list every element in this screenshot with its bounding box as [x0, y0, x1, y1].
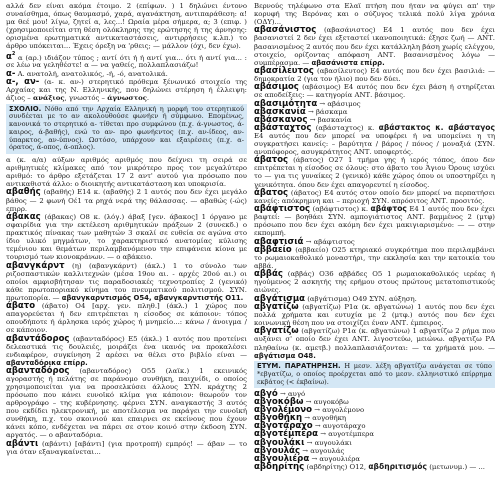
entry: αβαθής (αβαθής) Ε14 κ. (αβαθής) 2 1 αυτός που δεν έχει μεγάλο βάθος — 2 φωνή Οέ1 τα ρηχά νερά της θάλασσας. — αβαθώς (-ώς) επιρρ. — [6, 187, 247, 213]
headword: αβγατίζω — [254, 326, 299, 337]
headword: άβατος — [254, 187, 289, 198]
headword: αβανταδόρος — [6, 366, 70, 376]
xref-item: αβγουλάκι → αυγουλάκι — [254, 437, 352, 448]
entry: α (κ. α/α) αύξων αριθμός αριθμός που δείχνει τη σειρά σε αριθμητικές κλίμακες από τον μικρότερο προς τον μεγαλύτερο αριθμό: το άρθρο εξετάζεται 17 2 αντ' αυτού για πρόσωπο που αντικαθιστά άλλο: ο διοικητής αντικατάσταση και υποκρισία. — [6, 156, 247, 189]
headword: $\alpha^2$ — [6, 51, 16, 63]
headword: αβασάνιστος — [254, 25, 317, 36]
headword: αβαντάδορος — [6, 333, 70, 344]
etymology-text: Η μεσν. λέξη αβγατίζω ανάγεται σε τύπο *εβγατίζω, ο οποίος προέρχεται από το μεσν. ελληνιστικό επίρρημα εκβάτος (< έκβαίνω). — [257, 362, 492, 386]
headword: άβατο — [6, 301, 36, 312]
entry: άβατο (άβατο) Ο4 [αρχ. γεν. πληθ.] (άκλ.) 1 χώρος που απαγορεύεται ή δεν επιτρέπεται η είσοδος σε κάποιον: τόπος οπουδήποτε ή άρλησκα ιερός χώρος ή μνημείο...: κάνω / άνοιγμα / σε κάποιον. — [6, 301, 247, 335]
xref-item: αβγό → αυγό — [254, 389, 306, 400]
entry: αβγάτισμα (αβγάτισμα) Ο49 ΣΥΝ. αύξηση. — [254, 293, 417, 304]
cross-references — [254, 390, 495, 470]
entry: άβακας (άβακας) Ο8 κ. (λόγ.) άβαξ [γεν. άβακος] 1 όργανο με σφαιρίδια για την εκτέλεση αριθμητικών πράξεων 2 (συνεκδ.) ο πρακτικός πίνακας των μαθητών 3 σκαλί σε ευθεία σε αγώνα στο ίδιο υλικό μηγμάτων, το χαρακτηριστικό ανατομίας κύλισης τεμένιου και θεμάτων περιλαμβανόμενου την επιφάνεια κίονα με τουρισμό των κιονοκράνων. — ο αβάκειο. — [6, 211, 247, 262]
xref-headword[interactable]: αβαφτισιά — [254, 236, 304, 247]
headword: α-, αν- — [6, 77, 40, 88]
entry: αβαντάδορος (αβανταδόρος) Ε5 (άκλ.) 1 αυτός που προτείνει δελεαστικά τις δουλειές, μοιράζει ένα ικανός να προκαλέσει ενδιαφέρον, συγκίνηση 2 αρέσει να θέλει στο βιβλίο είναι — αβανταδόρικα επίρρ. — [6, 333, 247, 367]
note-box — [6, 104, 247, 154]
xref-headword[interactable]: αβγοτέμπερα — [254, 429, 319, 440]
columns — [6, 2, 496, 502]
xref-headword[interactable]: αβγοκόβω — [254, 397, 304, 408]
entry: α- Α. ανατολή, ανατολικός, -ή, -ό, ανατολικά. — [6, 68, 168, 79]
entry: αβγατίζω (αβγατίζω) Ρ1α (κ. αβγατώνω) 1 αυτός που δεν έχει πολλά χρήματα και ευτυχία με 2 (μτφ.) αυτός που δεν έχει κοινωνική θέση που να στοιχίζει έναν ΑΝΤ. έμπειρος. — [254, 302, 495, 328]
xref-headword[interactable]: αβασκανία — [254, 106, 306, 117]
entry: άβατος (άβατος) Ε4 αυτός στον οποίο δεν μπορεί να περπατήσει κανείς: απόκρημνη και – περιοχή ΣΥΝ. απρόσιτος ΑΝΤ. προσιτός. — [254, 187, 495, 205]
entry: αβασάνιστος (αβασάνιστος) Ε4 1 αυτός που δεν έχει βασανιστεί 2 δεν έχει εξεταστεί ικανοποιητικά: έξησε ζωή — ΑΝΤ. βασανισμένος 2 αυτός που δεν έχει κατάλληλη βάση χωρίς ελέγχου, στοιχείο, ορίζοντας απόφαση ΑΝΤ. βασανισμένος λόγω — συμπέρασμα. — αβασάνιστα επίρρ. — [254, 25, 495, 67]
xref-item: αβγοκόβω → αυγοκόβω — [254, 397, 349, 408]
note-text: Νόθο από την Αρχαία Ελληνική η μορφή του στερητικού συνδέεται με το αν ακολουθούσε φωνήεν ή σύμφωνο. Επομένως, κανονικά το στερητικό α- τίθεται προ συμφώνου (π.χ. ά-γνωστος, ά-καιρος, ά-βαθής), ενώ το αν- προ φωνήεντος (π.χ. αν-ίδεος, αν-ύπαρκτος, αν-ύπνος). Ωστόσο, υπάρχουν και εξαιρέσεις (π.χ. α-όρατος, ά-οπος, ά-οπλος). — [9, 104, 244, 152]
note-title: ΣΧΟΛΙΟ. — [9, 104, 42, 113]
headword: αβαθής — [6, 187, 41, 198]
entry: αβασίλευτος (αβασίλευτος) Ε4 αυτός που δεν έχει βασιλιά: — δημοκρατία 2 (για τον ήλιο) που δεν δύει. — [254, 65, 495, 84]
headword: αβάντι — [6, 438, 39, 449]
etymology-title: ΕΤΥΜ. ΠΑΡΑΤΗΡΗΣΗ. — [257, 362, 341, 371]
entry: Βερνούς τηλέφωνο στα Ελαϊ πτήση που ήταν να φύγει απ' την κορυφή της Βερόνας και ο σύζυγος τελικά πολύ λίγα χρόνια (ΟΔΥ)... — [254, 2, 495, 27]
xref-item: αβασιμότητα → αβάσιμος — [254, 98, 361, 109]
xref-headword[interactable]: αβάσκανος — [254, 114, 308, 125]
cross-references — [254, 100, 495, 124]
headword: αβγάτισμα — [254, 293, 306, 304]
xref-item: αβαφτισιά → αβάφτιστος — [254, 236, 355, 247]
entry: αβανγκάρντ (η) (αβανγκάρντ) (άκλ.) 1 το σύνολο των ριζοσπαστικών καλλιτεχνών (μέσα 19ου αι. - αρχές 20ού αι.) οι οποίοι αμφισβήτησαν τις παραδοσιακές τεχνοτροπίες 2 (γενικό) κάθε πρωτοποριακό κίνημα του πνευματικού πολιτισμού. ΣΥΝ. πρωτοπορία. — αβανγκαρντισμός Ο54, αβανγκαρντιστής Ο11. — [6, 260, 247, 302]
xref-headword[interactable]: αβγό — [254, 389, 278, 400]
headword: α- — [6, 68, 16, 79]
entry: $\alpha^2$ α (αρ.) ιδιάζον τύπος ; αντί ότι ή ή αντί για... ότι ή αντί για... : σε λέω να γεληθέστε! α — να γαθείς, πολλαπλασιάζω! — [6, 51, 247, 70]
xref-item: αβασκανία → βάσκαμα — [254, 106, 348, 117]
headword: αβάφτιστος — [254, 204, 311, 215]
entry: αβγατίζω (αβγατίζω) Ρ1α (κ. αβγατώνω) 1 αβγατίζω 2 ρήμα που αυξάνει σ' οποίο δεν έχει ΑΝΤ. λιγοστεύω, μειώνω. αβγατιζω ΡΑ πληθαίνω (κ. αμετβ.) πολλαπλασιάζονται: — τα χρήματά μου. — αβγάτισμα Ο48. — [254, 326, 495, 360]
xref-item: αβγοτάραχο → αυγοτάραχο — [254, 421, 366, 432]
xref-item: αβγοτέμπερα → αυγοτέμπερα — [254, 429, 374, 440]
xref-headword[interactable]: αβγουλάκι — [254, 437, 305, 448]
xref-headword[interactable]: αβγοτάραχο — [254, 421, 313, 432]
entry: α-, αν- (α- κ. αν-) στερητικό πρόθεμα ξένωνικό στοιχείο της Αρχαίας και της Ν. Ελληνικής, που δηλώνει στέρηση ή έλλειψη: άζιος – ανάξιος, γνωστός – άγνωστος. — [6, 77, 247, 103]
right-column — [254, 2, 495, 502]
entry: αβανταδόρος (αβανταδόρος) Ο55 (λαϊκ.) 1 εκεινικός αγοραστής ή πελάτης σε παράνομο συνθήκη, παιχνίδι, ο οποίος χρησιμοποιείται για να προσελκύσει άλλους ΣΥΝ. κράχτης 2 πρόσωπο που κάνει ευνοϊκό κλίμα για κάποιον: θεωρούν τον αρθρογράφο – της κυβέρνησης. φέρνει ΣΥΝ. αναγκαστής 3 αυτός που εκδίδει ηλεκτρονική, με αποτέλεσμα να παράγει την ευνοϊκή συνθήκη, π.χ. του σκοινιού και επαιρνει σε εκείνους που έχουν κάνει κόπο, ενδέχεται να πάρει σε στον κοινό στην έκδοση ΣΥΝ. αργατός. — ο αβανταδόρια. — [6, 366, 247, 440]
entry: άβατος (άβατος) Ο27 1 τμήμα γης ή ιερός τόπος, όπου δεν επιτρέπεται η είσοδος σε όλους: στο άβατο του Άγιου Όρους ισχύει το — για τις γυναίκες 2 (γενικό) κάθε χώρος όπου οι υποστηρίζει η γενικότητα. όπου δεν έχει απαγορευτεί η είσοδος. — [254, 155, 495, 189]
entry: αλλά δεν είναι ακόμα έτοιμο. 2 (επίφων. ) 1 δηλώνει έντονο συναίσθημα, όπως θαυμασμό, χαρά, αγανάκτηση, αντιπαράθεση: α! μα θεέ μου! λίγω, ζητεί α, λες...! Ωραία μέρα σήμερα, α; 3 (επιφ. ) (χρησιμοποιείται στη θέση ολόκληρης της ερώτησης ή της άρνησης: ορισμένα ερωτηματικά αντικαταστάσεις, αντιρρήσεις κ.λπ.) το άρθρο υπόκειται... Έχεις όρεξη να 'ρθεις; — μάλλον (όχι, δεν έχω). — [6, 2, 247, 51]
headword: αβγατίζω — [254, 302, 299, 312]
entry: αβάσταχτος (αβάσταχτος) κ. αβάστακτος κ. αβάσταγος Ε4 αυτός που δεν μπορεί να υποφέρει ή να υπομείνει η τη συγκρατήσει κανείς: – βαρύτητα / βάρος / πόνος / μοναξιά (ΣΥΝ. ανυπόφορος, ασυγκράτητος ΑΝΤ. υποφερτός. — [254, 122, 495, 157]
headword: αβανγκάρντ — [6, 260, 65, 271]
headword: αβάσταχτος — [254, 122, 312, 133]
xref-headword[interactable]: αβγουλιέρα — [254, 453, 310, 464]
xref-item: αβάσκανος → βασκανία — [254, 114, 352, 125]
left-column — [6, 2, 247, 502]
entry: αβάντι (αβάντι) [αβάντι] (για προτροπή) εμπρός! — άβαν — το για όταν εξαναγκαίνεται... — [6, 438, 247, 456]
xref-item: αβγουλιέρα → αυγουλιέρα — [254, 453, 361, 464]
xref-item: αβγοθήκη → αυγοθήκη — [254, 413, 347, 424]
entry: αββαείο (αββαείο) Ο25 κτηριακό συγκρότημα που περιλαμβάνει το ρωμαιοκαθολικό μοναστήρι, την εκκλησία και την κατοικία του αββά. — [254, 244, 495, 270]
xref-headword[interactable]: αβασιμότητα — [254, 98, 318, 109]
headword: αββάς — [254, 269, 283, 280]
entry: αβάσιμος (αβάσιμος) Ε4 αυτός που δεν έχει βάση ή στηρίζεται σε αποδείξεις: — κατηγορία ΑΝΤ. βάσιμος. — [254, 82, 495, 100]
xref-headword[interactable]: αβγουλάς — [254, 445, 301, 456]
etymology-box — [254, 361, 495, 388]
headword: αββαείο — [254, 244, 292, 255]
entry: αββάς (αββάς) Ο36 αββάδες Ο5 1 ρωμαιοκαθολικός ιερέας ή ηγούμενος 2 ασκητής της ερήμου στους πρώτους μετατοπιστικούς αιώνες. — [254, 269, 495, 295]
entry: αβδηρίτης (αβδηρίτης) Ο12, αβδηριτισμός (μετωνυμ.) — ... — [254, 461, 485, 472]
headword: αβασίλευτος — [254, 65, 314, 76]
entry: αβάφτιστος (αβάφτιστος) κ. αβάφτος Ε4 1 αυτός που δεν έχει βαφτεί: — βοηθάει ΣΥΝ. αμπογιάτιστος ΑΝΤ. βαμμένος 2 (μτφ) πρόσωπο που δεν έχει ακόμη δεν έχει μακιγιαρισμένο: — — στην εκπομπή. — [254, 204, 495, 238]
xref-headword[interactable]: αβγοθήκη — [254, 413, 303, 424]
xref-headword[interactable]: αβγολέμονο — [254, 405, 313, 416]
headword: αβδηρίτης — [254, 461, 305, 472]
xref-item: αβγολέμονο → αυγολέμονο — [254, 405, 365, 416]
headword: αβάσιμος — [254, 82, 299, 93]
headword: άβακας — [6, 211, 41, 222]
xref-item: αβγουλάς → αυγουλάς — [254, 445, 345, 456]
headword: άβατος — [254, 155, 289, 166]
